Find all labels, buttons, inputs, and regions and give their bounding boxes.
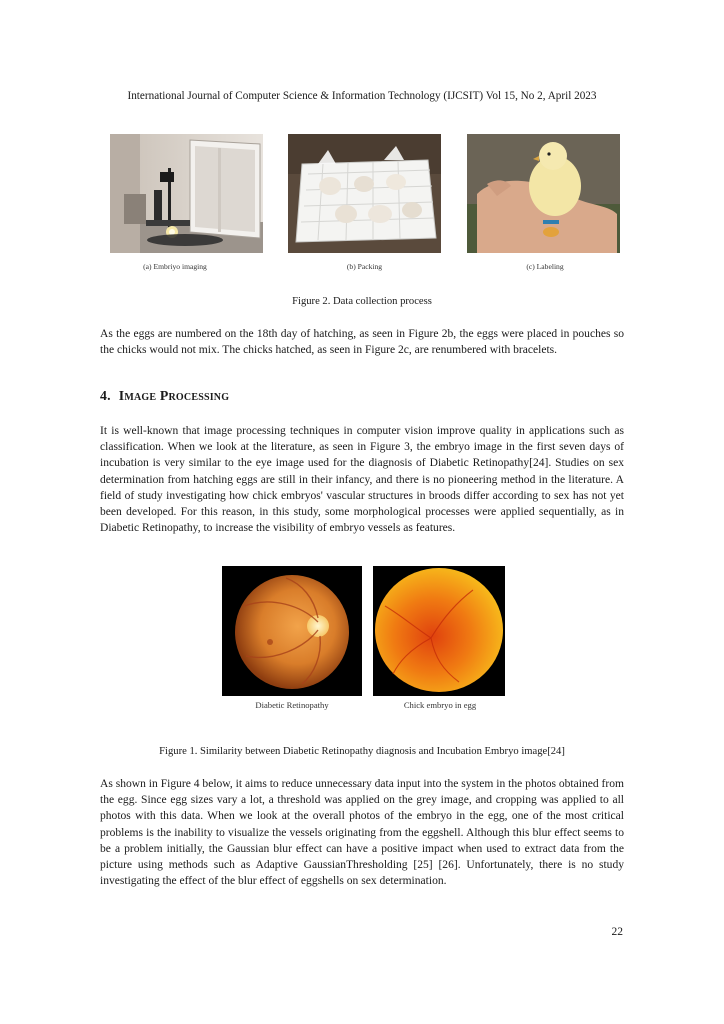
diabetic-retinopathy-label: Diabetic Retinopathy — [255, 700, 329, 710]
section-heading — [100, 388, 229, 404]
figure-2 — [0, 0, 724, 310]
page-number: 22 — [611, 926, 623, 938]
labeling-label: (c) Labeling — [526, 262, 564, 271]
chick-embryo-label: Chick embryo in egg — [403, 700, 477, 710]
paragraph-1: As the eggs are numbered on the 18th day of hatching, as seen in Figure 2b, the eggs were placed in pouches so the chicks would not mix. The chicks hatched, as seen in Figure 2c, are renumbered with bracelets. — [100, 328, 624, 357]
figure-1 — [222, 566, 505, 716]
figure-1-caption: Figure 1. Similarity between Diabetic Retinopathy diagnosis and Incubation Embryo image[24] — [159, 746, 565, 757]
running-header: International Journal of Computer Science & Information Technology (IJCSIT) Vol 15, No 2, April 2023 — [127, 90, 597, 102]
labeling-photo — [467, 134, 620, 253]
paragraph-3: As shown in Figure 4 below, it aims to reduce unnecessary data input into the system in the photos obtained from the egg. Since egg sizes vary a lot, a threshold was applied on the grey image, and cropping was applied to all photos with this data. When we look at the overall photos of the embryo in the egg, one of the most critical problems is the inability to visualize the vessels originating from the eggshell. Although this blur effect seems to be a problem initially, the Gaussian blur effect can have a positive impact when used to extract data from the picture using methods such as Adaptive GaussianThresholding [25] [26]. Unfortunately, there is no study investigating the effect of the blur effect of eggshells on sex determination. — [100, 778, 624, 888]
packing-label: (b) Packing — [346, 262, 383, 271]
diabetic-retinopathy-image — [222, 566, 362, 696]
paragraph-2: It is well-known that image processing techniques in computer vision improve quality in applications such as classification. When we look at the literature, as seen in Figure 3, the embryo image in the first seven days of incubation is very similar to the eye image used for the diagnosis of Diabetic Retinopathy[24]. Studies on sex determination from hatching eggs are still in their infancy, and there is no pioneering method in the literature. A field of study investigating how chick embryos' vascular structures in broods differ according to sex has not yet been developed. For this reason, in this study, some morphological processes were applied sequentially, as in Diabetic Retinopathy, to increase the visibility of embryo vessels as features. — [100, 425, 624, 535]
section-title: Image Processing — [118, 388, 230, 403]
section-number: 4. — [100, 388, 111, 403]
embryo-imaging-label: (a) Embriyo imaging — [143, 262, 207, 271]
packing-photo — [288, 134, 441, 253]
figure-2-caption: Figure 2. Data collection process — [292, 296, 432, 307]
embryo-imaging-photo — [110, 134, 263, 253]
chick-embryo-image — [373, 566, 505, 696]
